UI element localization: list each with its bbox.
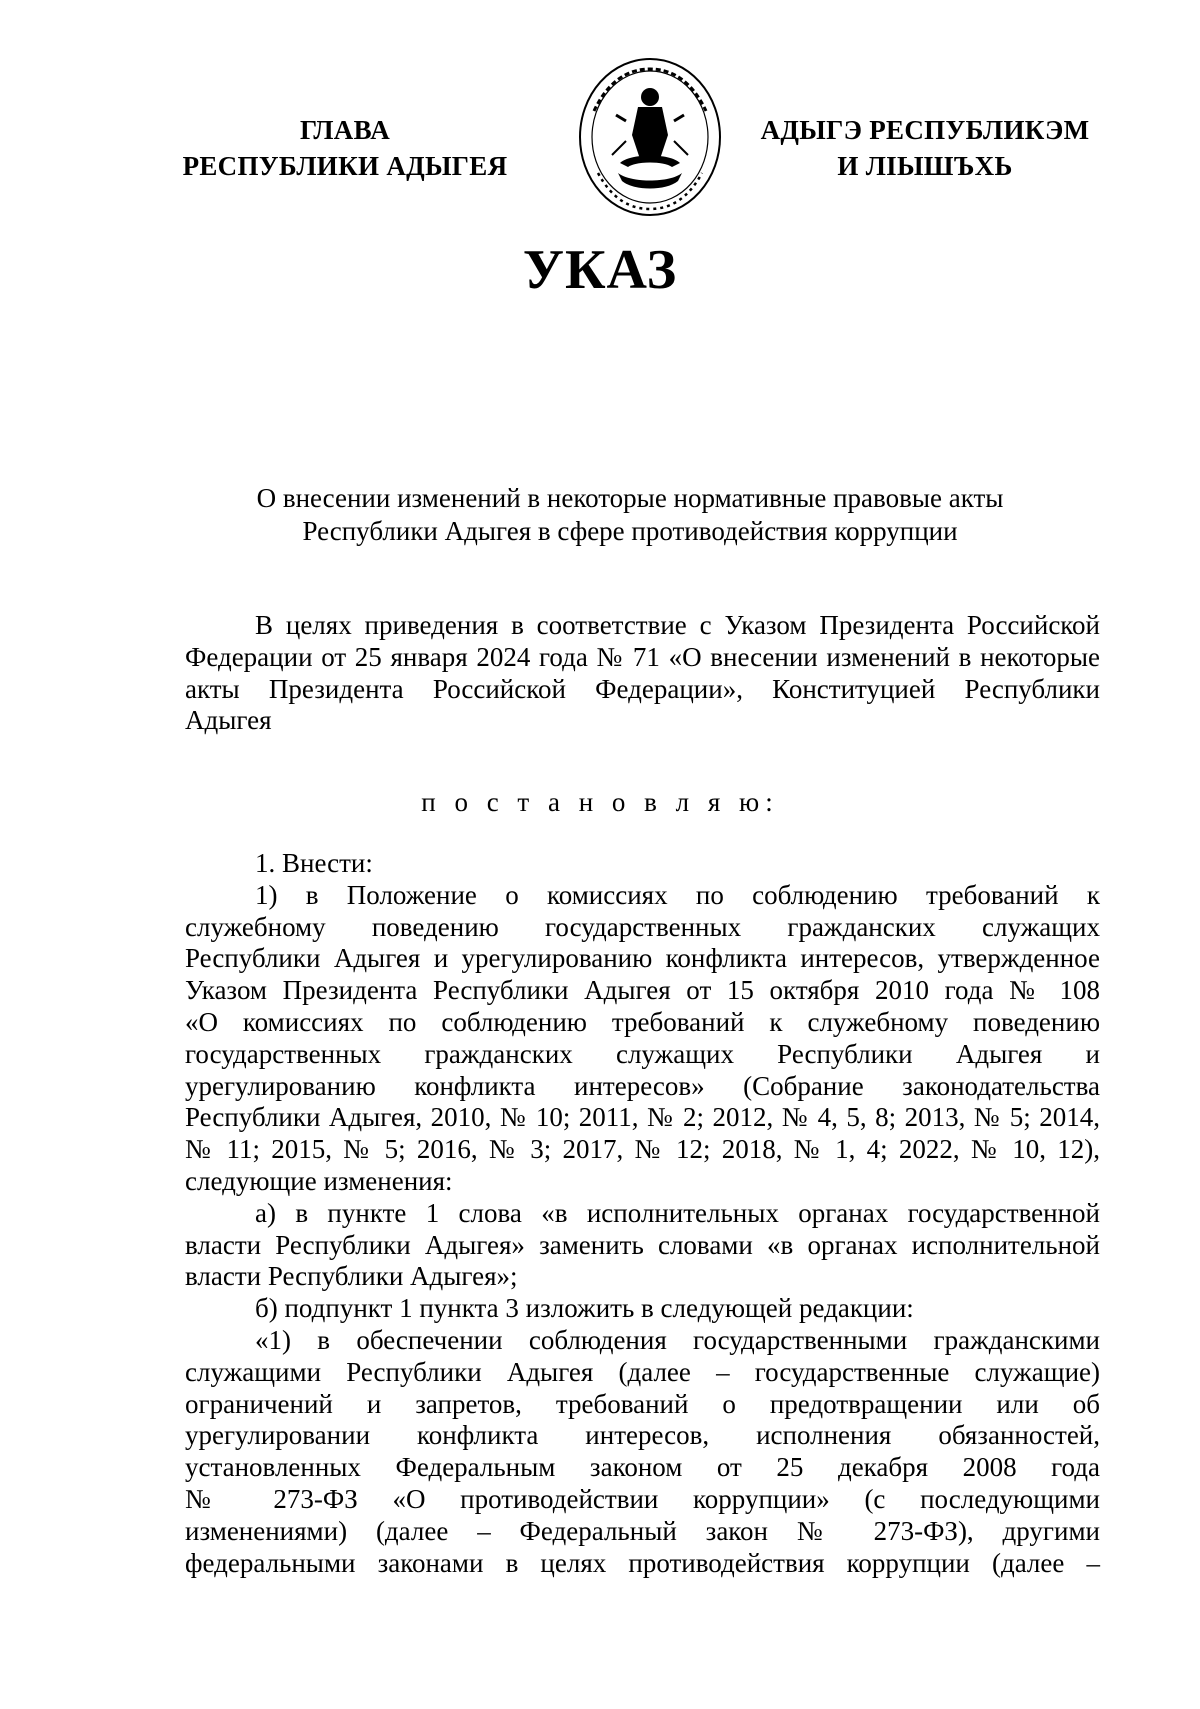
- decree-body: [185, 848, 1100, 1579]
- body-line: государственных гражданских служащих Республики Адыгея и: [185, 1038, 1100, 1069]
- document-title: УКАЗ: [522, 239, 678, 301]
- body-line: 1. Внести:: [255, 848, 373, 878]
- body-line: урегулированию конфликта интересов» (Собрание законодательства: [185, 1070, 1100, 1101]
- body-line: власти Республики Адыгея»;: [185, 1261, 518, 1292]
- preamble-line: акты Президента Российской Федерации», Конституцией Республики: [185, 673, 1100, 704]
- body-line: б) подпункт 1 пункта 3 изложить в следующей редакции:: [255, 1293, 914, 1324]
- document-subject: [180, 482, 1080, 548]
- body-line: 1) в Положение о комиссиях по соблюдению требований к: [255, 879, 1100, 910]
- body-line: Указом Президента Республики Адыгея от 15 октября 2010 года № 108: [185, 975, 1100, 1006]
- body-line: «1) в обеспечении соблюдения государственными гражданскими: [255, 1324, 1100, 1355]
- body-line: урегулировании конфликта интересов, исполнения обязанностей,: [185, 1420, 1100, 1451]
- subject-line: Республики Адыгея в сфере противодействия коррупции: [302, 516, 958, 546]
- body-line: «О комиссиях по соблюдению требований к служебному поведению: [185, 1006, 1100, 1037]
- header-right-title: [745, 112, 1105, 184]
- body-line: федеральными законами в целях противодействия коррупции (далее –: [185, 1547, 1100, 1578]
- body-line: следующие изменения:: [185, 1165, 453, 1196]
- body-line: № 11; 2015, № 5; 2016, № 3; 2017, № 12; 2018, № 1, 4; 2022, № 10, 12),: [185, 1134, 1100, 1165]
- body-line: служебному поведению государственных гражданских служащих: [185, 911, 1100, 942]
- header-left-line-1: ГЛАВА: [299, 115, 391, 145]
- preamble-line: В целях приведения в соответствие с Указом Президента Российской: [255, 610, 1100, 640]
- body-line: Республики Адыгея, 2010, № 10; 2011, № 2; 2012, № 4, 5, 8; 2013, № 5; 2014,: [185, 1102, 1100, 1133]
- body-line: изменениями) (далее – Федеральный закон № 273-ФЗ), другими: [185, 1515, 1100, 1546]
- body-line: служащими Республики Адыгея (далее – государственные служащие): [185, 1356, 1100, 1387]
- body-line: установленных Федеральным законом от 25 декабря 2008 года: [185, 1452, 1100, 1483]
- coat-of-arms-icon: [568, 55, 732, 219]
- preamble-paragraph: [185, 610, 1100, 737]
- header-right-line-1: АДЫГЭ РЕСПУБЛИКЭМ: [760, 115, 1090, 145]
- decree-word: п о с т а н о в л я ю:: [421, 787, 779, 817]
- body-line: ограничений и запретов, требований о предотвращении или об: [185, 1388, 1100, 1419]
- header-left-line-2: РЕСПУБЛИКИ АДЫГЕЯ: [182, 151, 508, 181]
- subject-line: О внесении изменений в некоторые нормативные правовые акты: [256, 483, 1004, 513]
- preamble-line: Адыгея: [185, 705, 272, 736]
- body-line: Республики Адыгея и урегулированию конфликта интересов, утвержденное: [185, 943, 1100, 974]
- body-line: власти Республики Адыгея» заменить словами «в органах исполнительной: [185, 1229, 1100, 1260]
- header-left-title: [165, 112, 525, 184]
- header-right-line-2: И ЛIЫШЪХЬ: [837, 151, 1013, 181]
- preamble-line: Федерации от 25 января 2024 года № 71 «О внесении изменений в некоторые: [185, 641, 1100, 672]
- body-line: а) в пункте 1 слова «в исполнительных органах государственной: [255, 1197, 1100, 1228]
- body-line: № 273-ФЗ «О противодействии коррупции» (с последующими: [185, 1483, 1100, 1514]
